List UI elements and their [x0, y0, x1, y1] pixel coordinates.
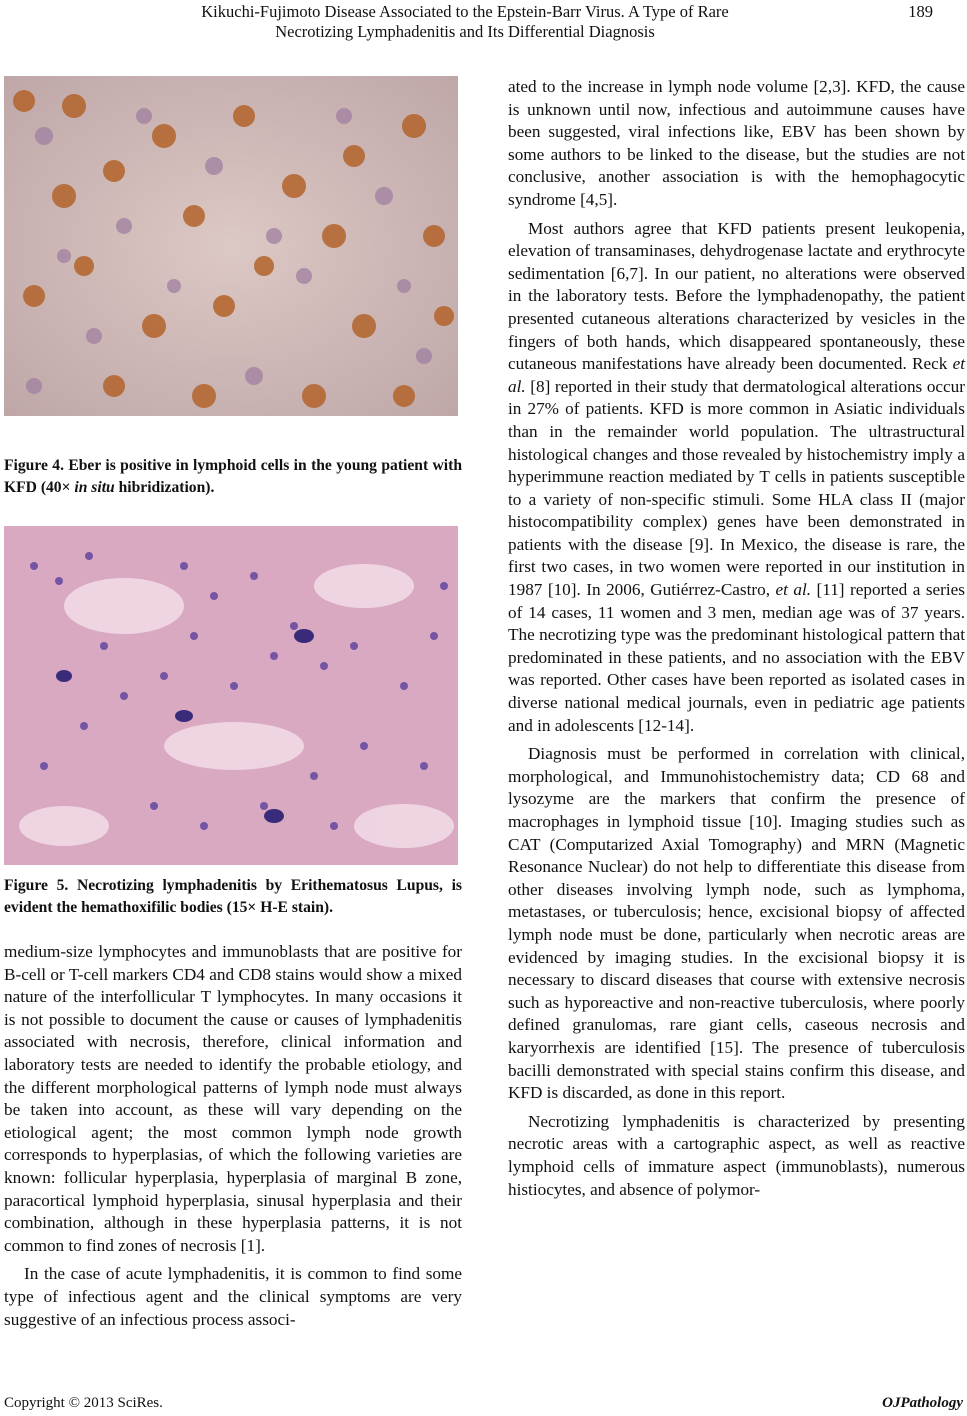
running-title	[125, 2, 805, 42]
left-column	[4, 76, 462, 1331]
right-paragraph-2-part-c: [11] reported a series of 14 cases, 11 women and 3 men, median age was of 37 years. The necrotizing type was the predominant histological pattern that predominated in these patients, and no association with the EBV was reported. Other cases have been reported as isolated cases in diverse national medical journals, even in pediatric age patients and in adolescents [12-14].	[508, 580, 965, 735]
right-paragraph-4: Necrotizing lymphadenitis is characterized by presenting necrotic areas with a cartographic aspect, as well as reactive lymphoid cells of immature aspect (immunoblasts), numerous histiocytes, and absence of polymor-	[508, 1111, 965, 1199]
figure-4-micrograph	[4, 76, 458, 416]
figure-4-image	[4, 76, 458, 416]
page-number: 189	[908, 2, 933, 21]
journal-name: OJPathology	[882, 1395, 963, 1411]
figure-4-caption-italic: in situ	[74, 479, 115, 496]
right-paragraph-2-part-b: [8] reported in their study that dermatological alterations occur in 27% of patients. KFD is more common in Asiatic individuals than in the remainder world population. The ultrastructural histological changes and those revealed by histochemistry imply a hyperimmune reaction mediated by T cells in patients susceptible to a variety of non-specific stimuli. Some HLA class II (major histocompatibility complex) genes have been demonstrated in patients with the disease [9]. In Mexico, the disease is rare, the first two cases, in two women were reported in our institution in 1987 [10]. In 2006, Gutiérrez-Castro,	[508, 376, 965, 600]
running-title-line-1: Kikuchi-Fujimoto Disease Associated to the Epstein-Barr Virus. A Type of Rare	[201, 2, 729, 21]
et-al-2: et al.	[775, 580, 812, 600]
left-paragraph-1: medium-size lymphocytes and immunoblasts that are positive for B-cell or T-cell markers CD4 and CD8 stains would show a mixed nature of the interfollicular T lymphocytes. In many occasions it is not possible to document the cause or causes of lymphadenitis associated with necrosis, therefore, clinical information and laboratory tests are needed to identify the probable etiology, and the different morphological patterns of lymph node must always be taken into account, as these will vary depending on the etiological agent; the most common lymph node growth corresponds to hyperplasias, of which the following varieties are known: follicular hyperplasia, hyperplasia of marginal B zone, paracortical lymphoid hyperplasia, sinusal hyperplasia and their combination, although in these hyperplasia patterns, it is not common to find zones of necrosis [1].	[4, 942, 462, 1255]
left-paragraph-2: In the case of acute lymphadenitis, it is common to find some type of infectious agent and the clinical symptoms are very suggestive of an infectious process associ-	[4, 1264, 462, 1329]
figure-5-micrograph	[4, 526, 458, 865]
copyright: Copyright © 2013 SciRes.	[4, 1395, 163, 1411]
right-paragraph-3: Diagnosis must be performed in correlation with clinical, morphological, and Immunohistochemistry data; CD 68 and lysozyme are the markers that confirm the presence of macrophages in lymphoid tissue [10]. Imaging studies such as CAT (Computarized Axial Tomography) and MRN (Magnetic Resonance Nuclear) do not help to differentiate this disease from other diseases involving lymph node, such as lymphoma, metastases, or tuberculosis; hence, excisional biopsy of affected lymph node must be done, particularly when necrotic areas are evidenced by imaging studies. In the excisional biopsy it is necessary to discard diseases that course with extensive necrosis such as hyporeactive and non-reactive tuberculosis, where poorly defined granulomas, rare giant cells, caseous necrosis and karyorrhexis are identified [15]. The presence of tuberculosis bacilli demonstrated with special stains confirm this disease, and KFD is discarded, as done in this report.	[508, 744, 965, 1103]
figure-4-caption-text: Figure 4. Eber is positive in lymphoid cells in the young patient with KFD (40×	[4, 457, 462, 496]
running-title-line-2: Necrotizing Lymphadenitis and Its Differential Diagnosis	[275, 22, 655, 41]
et-al-1: et al.	[508, 354, 965, 396]
figure-5-caption: Figure 5. Necrotizing lymphadenitis by Erithematosus Lupus, is evident the hemathoxifilic bodies (15× H-E stain).	[4, 877, 462, 916]
figure-4-caption-end: hibridization).	[114, 479, 215, 496]
right-paragraph-1: ated to the increase in lymph node volume [2,3]. KFD, the cause is unknown until now, infectious and autoimmune causes have been suggested, viral infections like, EBV has been shown by some authors to be linked to the disease, but the studies are not conclusive, another association is with the hemophagocytic syndrome [4,5].	[508, 77, 965, 209]
figure-5-image	[4, 526, 458, 865]
right-paragraph-2	[508, 218, 965, 738]
right-column	[508, 76, 965, 1201]
figure-4-caption	[4, 455, 462, 499]
right-paragraph-2-part-a: Most authors agree that KFD patients present leukopenia, elevation of transaminases, dehydrogenase lactate and erythrocyte sedimentation [6,7]. In our patient, no alterations were observed in the laboratory tests. Before the lymphadenopathy, the patient presented cutaneous alterations characterized by vesicles in the fingers of both hands, which disappeared spontaneously, these cutaneous manifestations have already been documented. Reck	[508, 218, 965, 374]
